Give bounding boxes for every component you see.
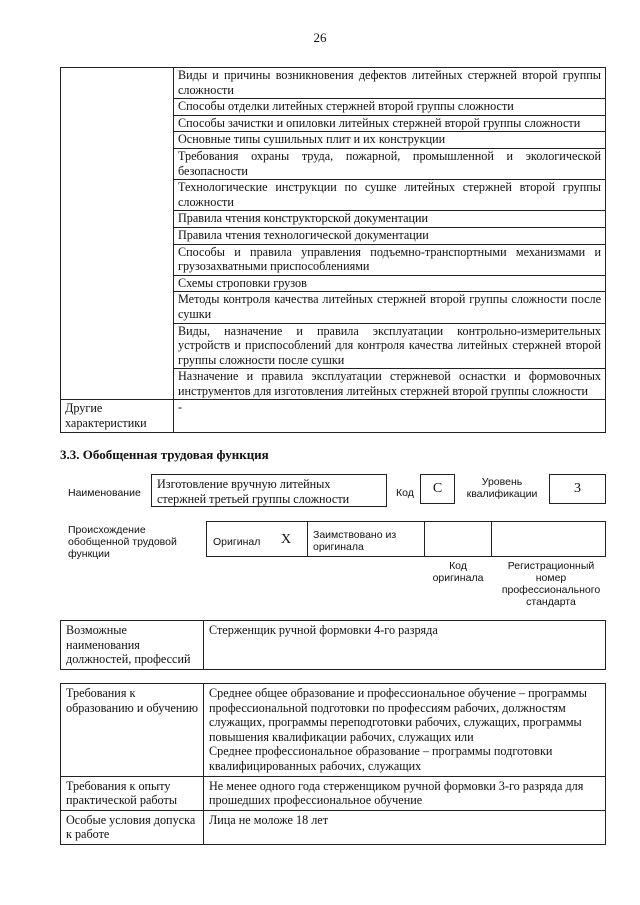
code-original-label: Код оригинала xyxy=(432,560,484,584)
level-value-box: 3 xyxy=(549,474,606,504)
reg-number-label: Регистрационный номер профессионального стандарта xyxy=(501,560,601,608)
requirement-line: Лица не моложе 18 лет xyxy=(209,812,329,827)
name-label: Наименование xyxy=(68,487,141,499)
level-label: Уровень квалификации xyxy=(466,476,538,500)
origin-box xyxy=(206,521,606,557)
requirement-line: Среднее профессиональное образование – программы подготовки квалифицированных рабочих, служащих xyxy=(209,744,553,773)
requirement-line: Среднее общее образование и профессиональное обучение – программы профессиональной подготовки по профессиям рабочих, должностям служащих, программы переподготовки рабочих, служащих, программы повышения квалификации рабочих, служащих или xyxy=(209,686,587,744)
knowledge-table xyxy=(60,67,606,433)
requirement-value xyxy=(204,776,606,810)
knowledge-item: Виды и причины возникновения дефектов литейных стержней второй группы сложности xyxy=(174,68,606,99)
knowledge-item: Правила чтения конструкторской документации xyxy=(174,211,606,228)
page-number: 26 xyxy=(313,30,327,45)
knowledge-item: Виды, назначение и правила эксплуатации контрольно-измерительных устройств и приспособлений для контроля качества литейных стержней второй группы сложности после сушки xyxy=(174,323,606,369)
positions-table xyxy=(60,620,606,670)
other-characteristics-value: - xyxy=(174,400,606,432)
knowledge-item: Способы отделки литейных стержней второй группы сложности xyxy=(174,99,606,116)
knowledge-item: Схемы строповки грузов xyxy=(174,275,606,292)
borrowed-label: Заимствовано из оригинала xyxy=(313,529,397,553)
code-label: Код xyxy=(396,487,414,499)
requirement-label: Требования к образованию и обучению xyxy=(61,684,204,777)
knowledge-item: Требования охраны труда, пожарной, промышленной и экологической безопасности xyxy=(174,148,606,179)
origin-label: Происхождение обобщенной трудовой функции xyxy=(68,524,177,560)
knowledge-item: Методы контроля качества литейных стержней второй группы сложности после сушки xyxy=(174,292,606,323)
section-title: 3.3. Обобщенная трудовая функция xyxy=(60,447,269,462)
requirement-line: Не менее одного года стерженщиком ручной формовки 3-го разряда для прошедших профессиональное обучение xyxy=(209,778,584,808)
knowledge-item: Способы и правила управления подъемно-транспортными механизмами и грузозахватными приспособлениями xyxy=(174,244,606,275)
requirement-label: Требования к опыту практической работы xyxy=(61,776,204,810)
requirement-label: Особые условия допуска к работе xyxy=(61,810,204,844)
knowledge-item: Технологические инструкции по сушке литейных стержней второй группы сложности xyxy=(174,180,606,211)
other-characteristics-label: Другие характеристики xyxy=(61,400,174,432)
category-cell xyxy=(61,68,174,400)
positions-label: Возможные наименования должностей, профессий xyxy=(61,621,204,670)
knowledge-item: Назначение и правила эксплуатации стержневой оснастки и формовочных инструментов для изготовления литейных стержней второй группы сложности xyxy=(174,369,606,400)
original-mark: X xyxy=(281,532,292,547)
knowledge-item: Основные типы сушильных плит и их конструкции xyxy=(174,132,606,149)
original-label: Оригинал xyxy=(213,536,261,548)
knowledge-item: Правила чтения технологической документации xyxy=(174,227,606,244)
function-name-box: Изготовление вручную литейных стержней третьей группы сложности xyxy=(151,474,387,507)
knowledge-item: Способы зачистки и опиловки литейных стержней второй группы сложности xyxy=(174,115,606,132)
requirements-table xyxy=(60,683,606,845)
requirement-value xyxy=(204,684,606,777)
positions-value: Стерженщик ручной формовки 4-го разряда xyxy=(204,621,606,670)
code-value-box: C xyxy=(420,474,455,504)
requirement-value xyxy=(204,810,606,844)
